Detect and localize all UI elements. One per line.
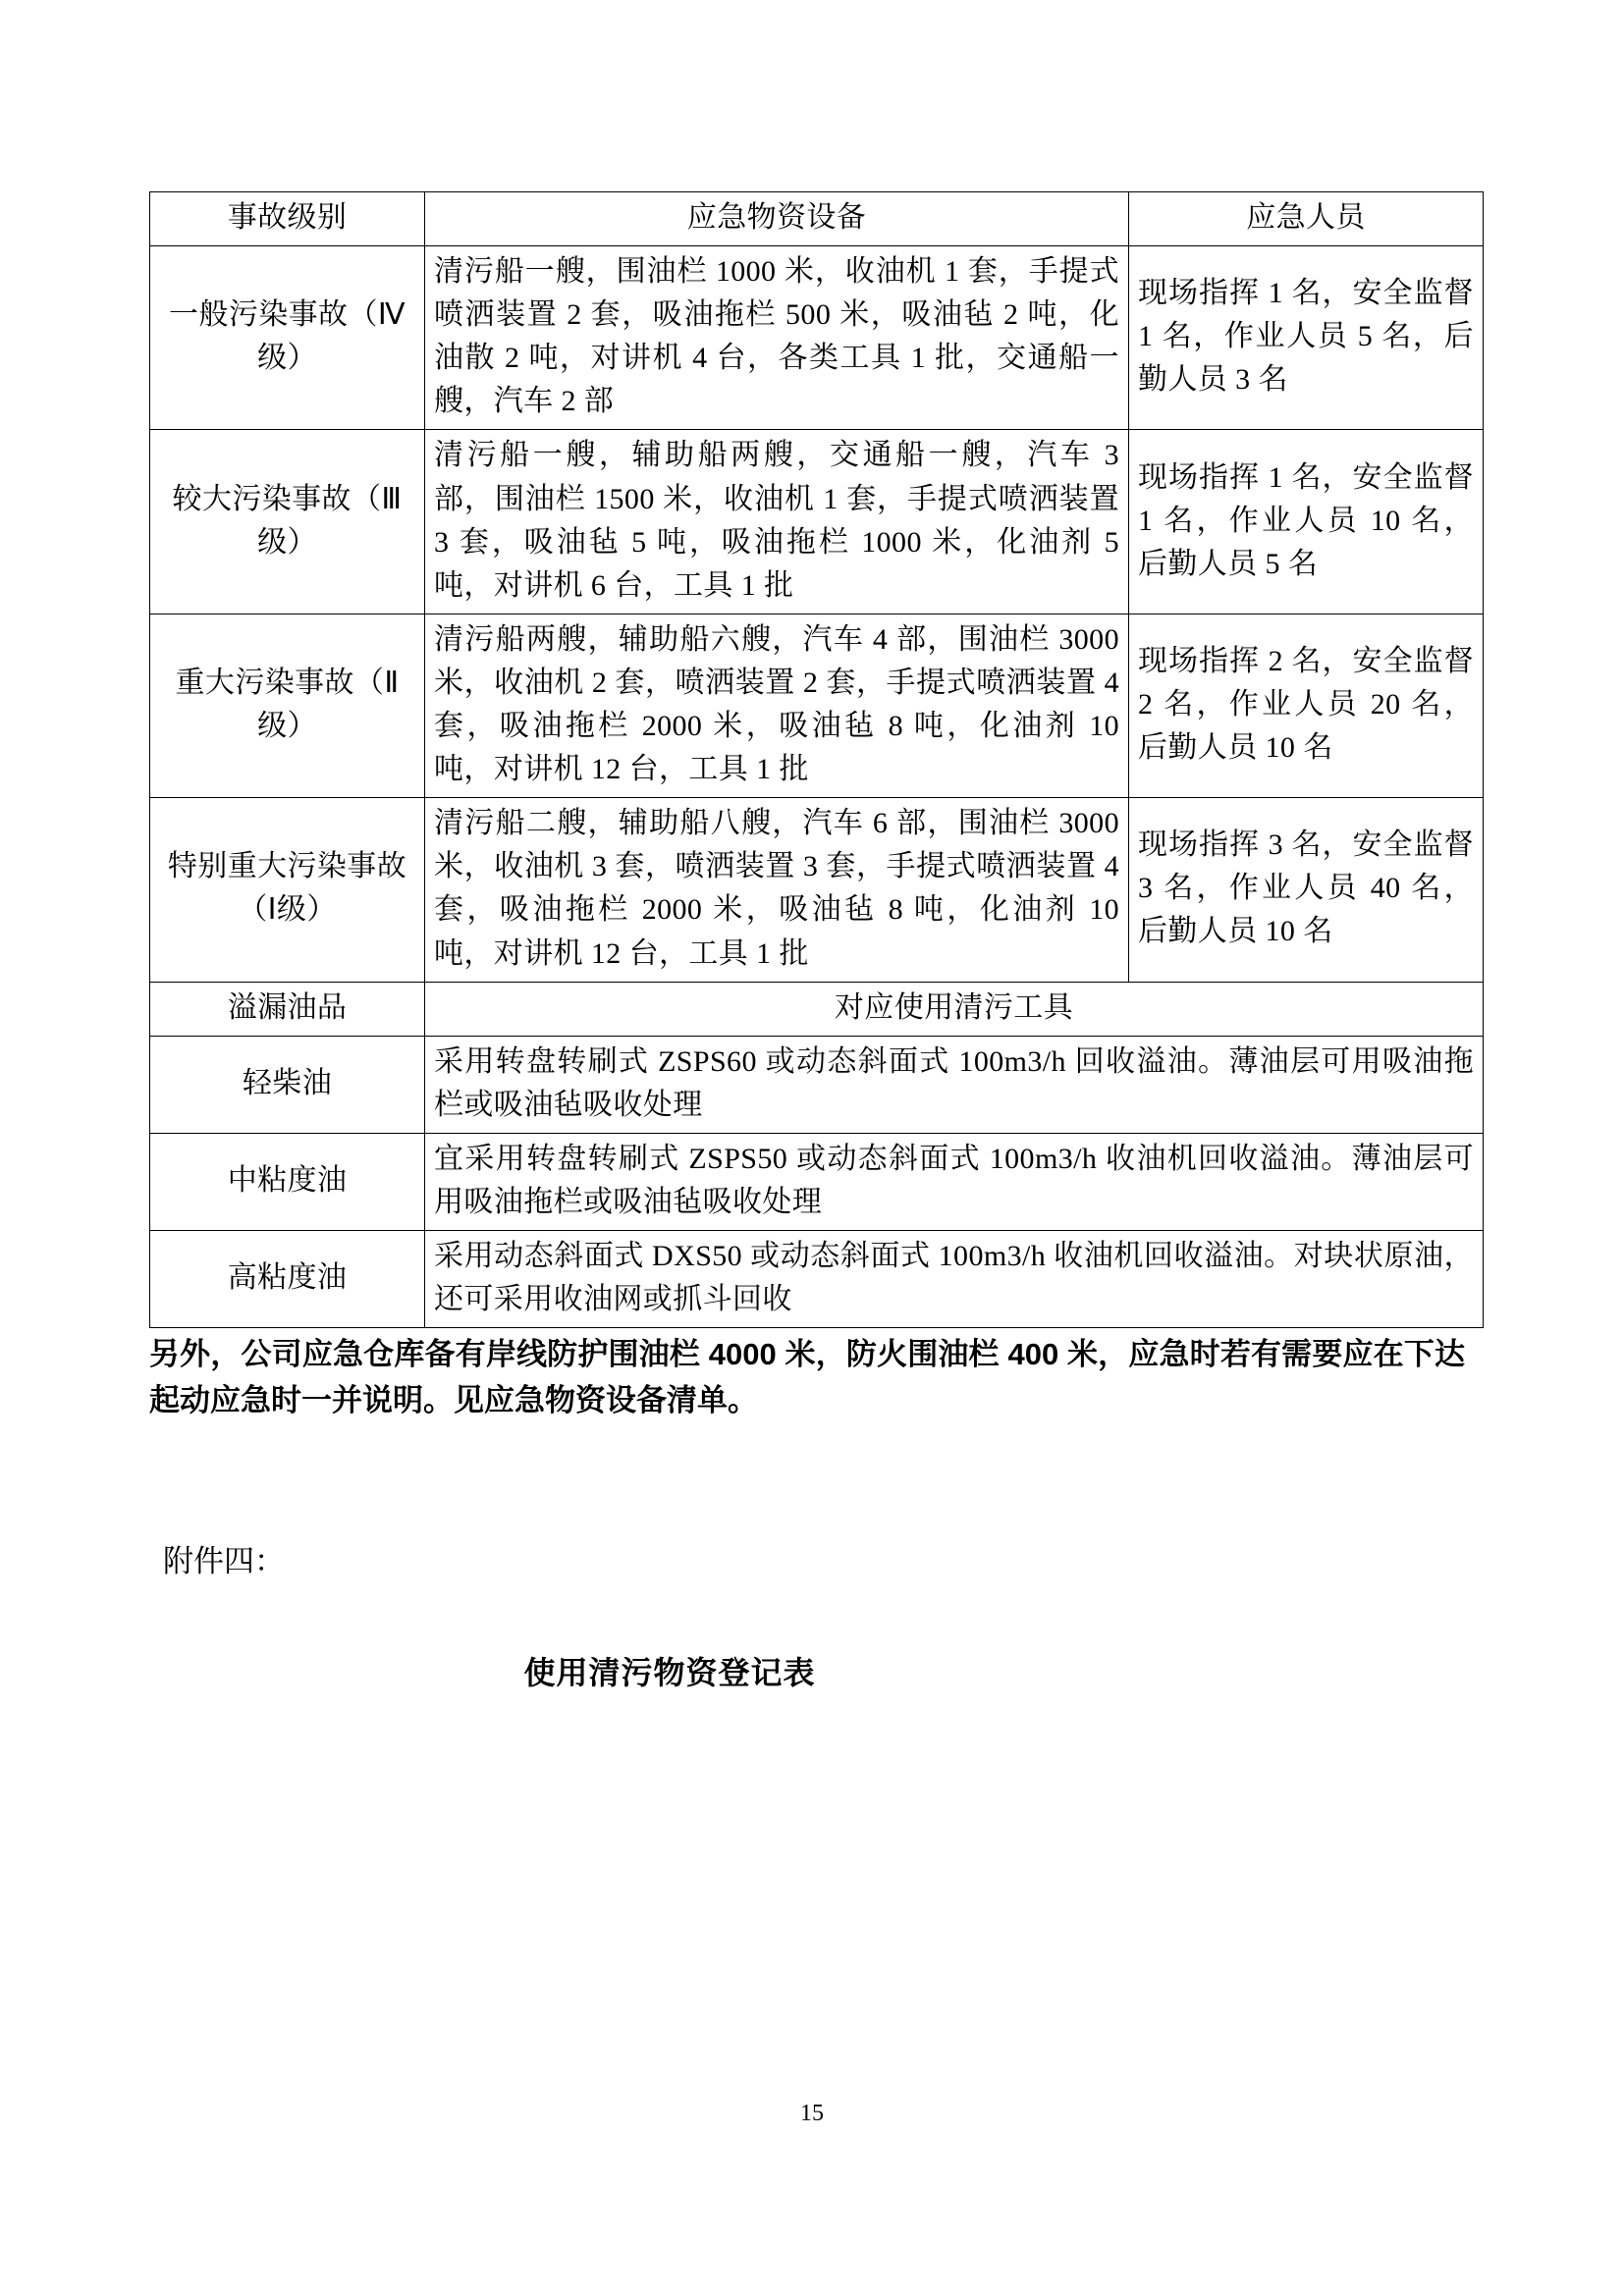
table-row [150,1036,1484,1133]
oil-type-light-diesel: 轻柴油 [150,1036,425,1133]
tools-high-viscosity: 采用动态斜面式 DXS50 或动态斜面式 100m3/h 收油机回收溢油。对块状原油，还可采用收油网或抓斗回收 [425,1231,1484,1328]
header-accident-level: 事故级别 [150,192,425,246]
equipment-level-1: 清污船二艘，辅助船八艘，汽车 6 部，围油栏 3000 米，收油机 3 套，喷洒装置 3 套，手提式喷洒装置 4 套，吸油拖栏 2000 米，吸油毡 8 吨，化油剂 10 吨，对讲机 12 台，工具 1 批 [425,798,1129,982]
table-row [150,1231,1484,1328]
accident-level-1: 特别重大污染事故（Ⅰ级） [150,798,425,982]
oil-section-header-row [150,982,1484,1036]
emergency-resources-table [149,191,1484,1328]
equipment-level-2: 清污船两艘，辅助船六艘，汽车 4 部，围油栏 3000 米，收油机 2 套，喷洒装置 2 套，手提式喷洒装置 4 套，吸油拖栏 2000 米，吸油毡 8 吨，化油剂 10 吨，对讲机 12 台，工具 1 批 [425,614,1129,797]
accident-level-2: 重大污染事故（Ⅱ级） [150,614,425,797]
personnel-level-3: 现场指挥 1 名，安全监督 1 名，作业人员 10 名，后勤人员 5 名 [1129,430,1484,614]
attachment-label: 附件四： [163,1544,285,1579]
header-emergency-equipment: 应急物资设备 [425,192,1129,246]
table-row [150,430,1484,614]
equipment-level-3: 清污船一艘，辅助船两艘，交通船一艘，汽车 3 部，围油栏 1500 米，收油机 1 套，手提式喷洒装置 3 套，吸油毡 5 吨，吸油拖栏 1000 米，化油剂 5 吨，对讲机 6 台，工具 1 批 [425,430,1129,614]
page-number: 15 [800,2101,824,2126]
table-row [150,1133,1484,1230]
accident-level-3: 较大污染事故（Ⅲ级） [150,430,425,614]
page-content [149,191,1485,1693]
personnel-level-4: 现场指挥 1 名，安全监督 1 名，作业人员 5 名，后勤人员 3 名 [1129,246,1484,430]
accident-level-4: 一般污染事故（Ⅳ级） [150,246,425,430]
personnel-level-1: 现场指挥 3 名，安全监督 3 名，作业人员 40 名，后勤人员 10 名 [1129,798,1484,982]
oil-type-medium-viscosity: 中粘度油 [150,1133,425,1230]
oil-type-high-viscosity: 高粘度油 [150,1231,425,1328]
header-cleanup-tools: 对应使用清污工具 [425,982,1484,1036]
header-emergency-personnel: 应急人员 [1129,192,1484,246]
table-row [150,614,1484,797]
header-spilled-oil-type: 溢漏油品 [150,982,425,1036]
table-row [150,246,1484,430]
tools-light-diesel: 采用转盘转刷式 ZSPS60 或动态斜面式 100m3/h 回收溢油。薄油层可用吸油拖栏或吸油毡吸收处理 [425,1036,1484,1133]
personnel-level-2: 现场指挥 2 名，安全监督 2 名，作业人员 20 名，后勤人员 10 名 [1129,614,1484,797]
table-header-row [150,192,1484,246]
tools-medium-viscosity: 宜采用转盘转刷式 ZSPS50 或动态斜面式 100m3/h 收油机回收溢油。薄油层可用吸油拖栏或吸油毡吸收处理 [425,1133,1484,1230]
table-row [150,798,1484,982]
page-title: 使用清污物资登记表 [523,1654,816,1690]
equipment-level-4: 清污船一艘，围油栏 1000 米，收油机 1 套，手提式喷洒装置 2 套，吸油拖栏 500 米，吸油毡 2 吨，化油散 2 吨，对讲机 4 台，各类工具 1 批，交通船一艘，汽车 2 部 [425,246,1129,430]
additional-note-paragraph: 另外，公司应急仓库备有岸线防护围油栏 4000 米，防火围油栏 400 米，应急时若有需要应在下达起动应急时一并说明。见应急物资设备清单。 [149,1337,1465,1417]
